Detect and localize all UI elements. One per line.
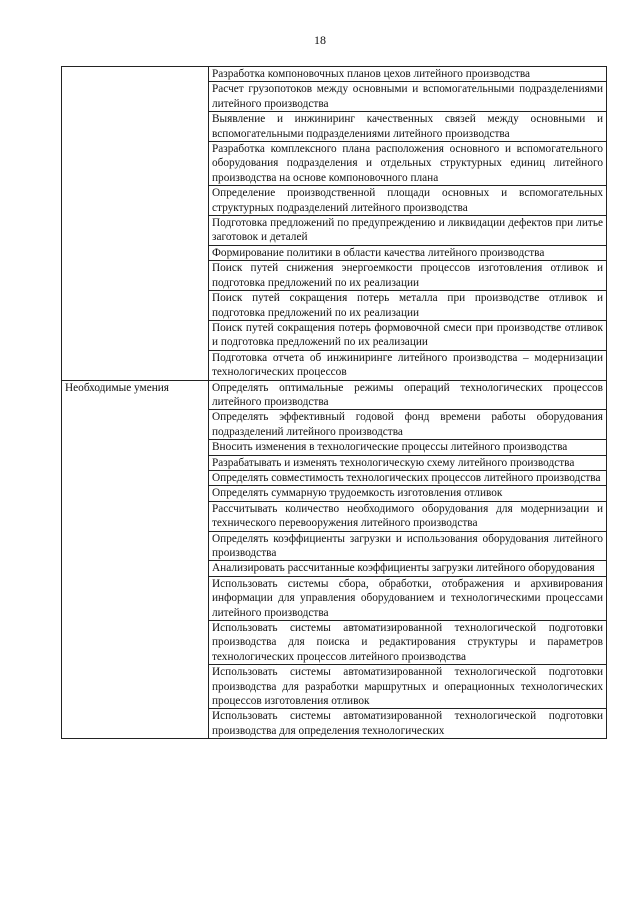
requirement-cell: Определять эффективный годовой фонд времени работы оборудования подразделений литейного производства xyxy=(209,410,607,440)
requirement-cell: Определять совместимость технологических процессов литейного производства xyxy=(209,470,607,485)
requirement-cell: Определение производственной площади основных и вспомогательных структурных подразделений литейного производства xyxy=(209,186,607,216)
requirement-cell: Расчет грузопотоков между основными и вспомогательными подразделениями литейного производства xyxy=(209,82,607,112)
requirement-cell: Выявление и инжиниринг качественных связей между основными и вспомогательными подразделениями литейного производства xyxy=(209,112,607,142)
requirement-cell: Вносить изменения в технологические процессы литейного производства xyxy=(209,440,607,455)
requirement-cell: Поиск путей снижения энергоемкости процессов изготовления отливок и подготовка предложений по их реализации xyxy=(209,261,607,291)
requirement-cell: Поиск путей сокращения потерь формовочной смеси при производстве отливок и подготовка предложений по их реализации xyxy=(209,320,607,350)
requirements-table xyxy=(61,66,607,739)
requirement-cell: Использовать системы автоматизированной технологической подготовки производства для поиска и редактирования структуры и параметров технологических процессов литейного производства xyxy=(209,621,607,665)
requirement-cell: Определять коэффициенты загрузки и использования оборудования литейного производства xyxy=(209,531,607,561)
table-body xyxy=(62,67,607,739)
requirement-cell: Использовать системы автоматизированной технологической подготовки производства для разработки маршрутных и операционных технологических процессов изготовления отливок xyxy=(209,665,607,709)
requirement-cell: Использовать системы автоматизированной технологической подготовки производства для определения технологических xyxy=(209,709,607,739)
requirement-cell: Формирование политики в области качества литейного производства xyxy=(209,245,607,260)
requirement-cell: Подготовка отчета об инжиниринге литейного производства – модернизации технологических процессов xyxy=(209,350,607,380)
section-label xyxy=(62,67,209,381)
table-row xyxy=(62,380,607,410)
requirement-cell: Использовать системы сбора, обработки, отображения и архивирования информации для управления оборудованием и технологическими процессами литейного производства xyxy=(209,576,607,620)
page-number: 18 xyxy=(314,33,326,47)
requirement-cell: Разработка комплексного плана расположения основного и вспомогательного оборудования подразделения и отдельных структурных единиц литейного производства на основе компоновочного плана xyxy=(209,142,607,186)
table-row xyxy=(62,67,607,82)
requirement-cell: Определять суммарную трудоемкость изготовления отливок xyxy=(209,486,607,501)
requirement-cell: Подготовка предложений по предупреждению и ликвидации дефектов при литье заготовок и деталей xyxy=(209,216,607,246)
requirement-cell: Поиск путей сокращения потерь металла при производстве отливок и подготовка предложений по их реализации xyxy=(209,291,607,321)
requirement-cell: Разработка компоновочных планов цехов литейного производства xyxy=(209,67,607,82)
requirement-cell: Разрабатывать и изменять технологическую схему литейного производства xyxy=(209,455,607,470)
section-label: Необходимые умения xyxy=(62,380,209,739)
requirement-cell: Определять оптимальные режимы операций технологических процессов литейного производства xyxy=(209,380,607,410)
requirement-cell: Анализировать рассчитанные коэффициенты загрузки литейного оборудования xyxy=(209,561,607,576)
requirement-cell: Рассчитывать количество необходимого оборудования для модернизации и технического перевооружения литейного производства xyxy=(209,501,607,531)
